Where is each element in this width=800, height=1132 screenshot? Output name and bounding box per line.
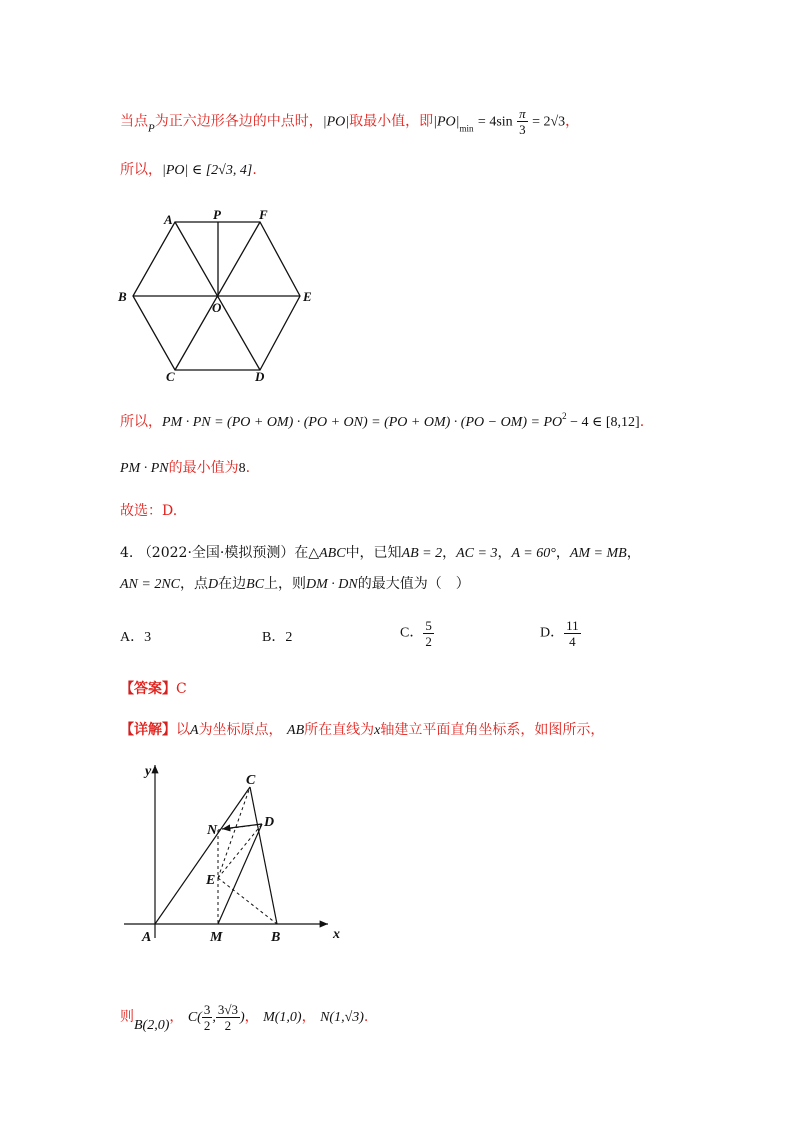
vertex-label-e: E: [303, 289, 312, 304]
question-4-line-1: 4. （2022·全国·模拟预测）在△ABC中，已知AB = 2，AC = 3，A = 60°，AM = MB，: [120, 545, 641, 561]
vertex-label-a: A: [164, 212, 173, 227]
point-label-c: C: [246, 773, 256, 788]
point-label-d: D: [264, 815, 275, 830]
option-b[interactable]: B．2: [262, 630, 293, 645]
vertex-label-d: D: [255, 369, 265, 384]
fraction-pi-over-3: $\frac{\pi}{3}$: [519, 106, 526, 137]
point-label-a: A: [142, 930, 152, 945]
fraction-3-over-2: $\frac{3}{2}$: [203, 1001, 211, 1033]
vertex-label-b: B: [118, 289, 127, 304]
coordinates-line: 则B(2,0)， C( $\frac{3}{2}$ , $\frac{3√3}{2}$ )， M(1,0)， N(1,√3).: [120, 1001, 369, 1033]
point-label-b: B: [271, 930, 281, 945]
point-label-m: M: [210, 930, 223, 945]
point-label-n: N: [207, 823, 218, 838]
solution-line-min-result: PM · PN的最小值为8.: [120, 460, 251, 476]
solution-line-dot-product: 所以，PM · PN = $(PO + OM) \cdot (PO + ON) = (PO + OM) \cdot (PO - OM) = PO^2 - 4$ ∈ [8,12].: [120, 411, 645, 430]
question-4-line-2: AN = 2NC，点D在边BC上，则DM · DN的最大值为（ ）: [120, 576, 470, 592]
vertex-label-o: O: [212, 300, 222, 315]
point-label-e: E: [206, 873, 216, 888]
hexagon-figure: [110, 205, 330, 385]
fraction-3root3-over-2: $\frac{3√3}{2}$: [217, 1001, 238, 1033]
coordinate-figure: [120, 755, 350, 945]
solution-line-min-value: 当点$_P$为正六边形各边的中点时，|PO|取最小值，即$|PO|_{min} = 4\sin$ $\frac{\pi}{3}$ = 2√3，: [120, 106, 580, 137]
answer-line: 【答案】C: [120, 681, 187, 697]
axis-label-x: x: [333, 927, 340, 942]
solution-choice: 故选：D.: [120, 503, 178, 519]
option-c[interactable]: C． $\frac{5}{2}$: [400, 618, 432, 649]
vertex-label-f: F: [259, 207, 268, 222]
option-a[interactable]: A．3: [120, 630, 152, 645]
vertex-label-c: C: [166, 369, 175, 384]
vertex-label-p: P: [213, 207, 221, 222]
option-d[interactable]: D． $\frac{11}{4}$: [540, 618, 579, 649]
solution-line-range: 所以，|PO| ∈ [2√3, 4].: [120, 162, 257, 178]
axis-label-y: y: [145, 764, 152, 779]
detail-line: 【详解】以A为坐标原点， AB所在直线为x轴建立平面直角坐标系，如图所示，: [120, 722, 605, 738]
